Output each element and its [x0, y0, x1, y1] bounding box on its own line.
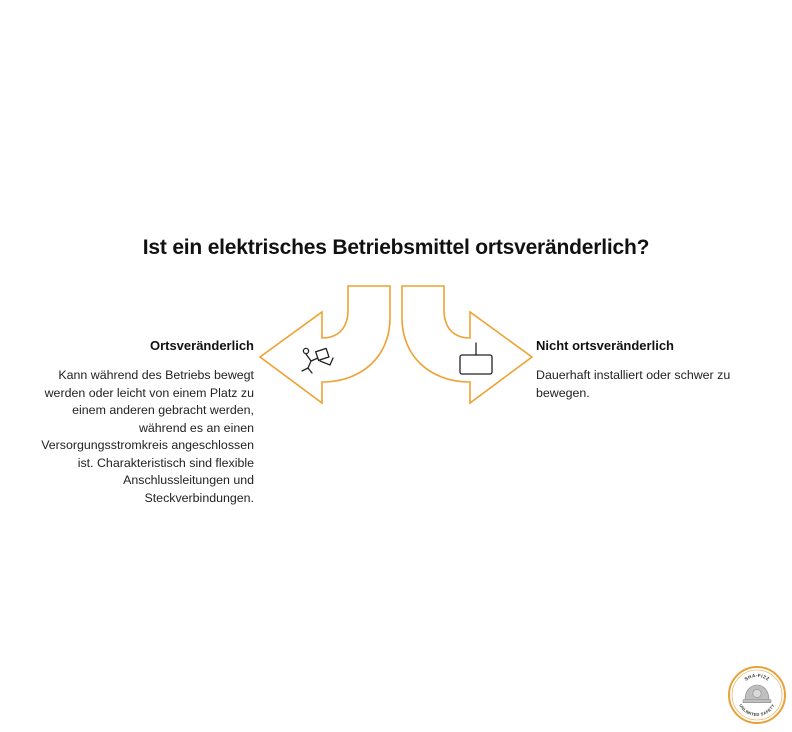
option-portable-description: Kann während des Betriebs bewegt werden oder leicht von einem Platz zu einem anderen gebracht werden, während es an einen Versorgungsstromkreis angeschlossen ist. Charakteristisch sind flexible Anschlussleitungen und Steckverbindungen. [41, 368, 254, 505]
diagram-title: Ist ein elektrisches Betriebsmittel ortsveränderlich? [142, 236, 650, 259]
right-arrow [402, 286, 532, 403]
company-logo-badge [728, 666, 786, 724]
option-portable-heading: Ortsveränderlich [149, 338, 254, 353]
option-portable [30, 338, 254, 507]
option-stationary-description: Dauerhaft installiert oder schwer zu bewegen. [536, 368, 731, 400]
logo-bottom-text: UNLIMITED SAFETY [738, 703, 776, 718]
logo-top-text: SHA-FIZZ [743, 672, 771, 682]
option-stationary [536, 338, 766, 402]
left-arrow [260, 286, 390, 403]
option-stationary-heading: Nicht ortsveränderlich [536, 338, 674, 353]
